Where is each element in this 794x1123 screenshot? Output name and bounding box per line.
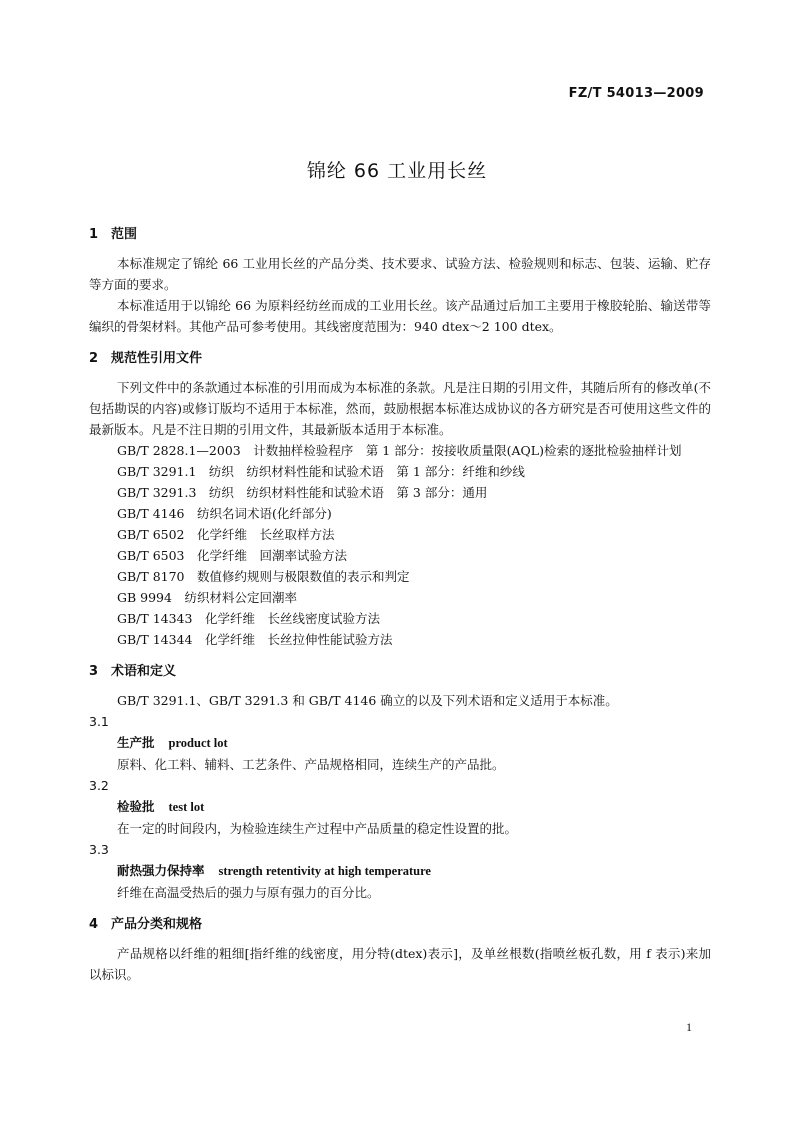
section-number: 1 [89,227,99,242]
reference-item: GB/T 3291.3 纺织 纺织材料性能和试验术语 第 3 部分：通用 [117,485,488,500]
paragraph: 下列文件中的条款通过本标准的引用而成为本标准的条款。凡是注日期的引用文件，其随后所有的修改单(不包括勘误的内容)或修订版均不适用于本标准，然而，鼓励根据本标准达成协议的各方研究是否可使用这些文件的最新版本。凡是不注日期的引用文件，其最新版本适用于本标准。 [89,380,711,437]
reference-item: GB/T 6502 化学纤维 长丝取样方法 [117,527,335,542]
paragraph: 产品规格以纤维的粗细[指纤维的线密度，用分特(dtex)表示]，及单丝根数(指喷丝板孔数，用 f 表示)来加以标识。 [89,946,711,982]
term-entry [89,796,711,818]
section-title: 规范性引用文件 [111,351,203,366]
reference-item: GB/T 3291.1 纺织 纺织材料性能和试验术语 第 1 部分：纤维和纱线 [117,464,525,479]
reference-item: GB/T 2828.1—2003 计数抽样检验程序 第 1 部分：按接收质量限(AQL)检索的逐批检验抽样计划 [117,443,682,458]
document-body [89,224,711,985]
section-title: 术语和定义 [111,664,177,679]
section-number: 2 [89,351,99,366]
reference-item: GB/T 14344 化学纤维 长丝拉伸性能试验方法 [117,632,393,647]
term-english: product lot [168,736,228,750]
standard-code: FZ/T 54013—2009 [568,86,704,101]
section-heading-classification [89,914,711,935]
term-english: test lot [168,800,205,814]
reference-item: GB/T 14343 化学纤维 长丝线密度试验方法 [117,611,380,626]
term-definition: 纤维在高温受热后的强力与原有强力的百分比。 [117,885,380,900]
section-number: 4 [89,917,99,932]
term-chinese: 生产批 [117,735,155,750]
reference-item: GB/T 4146 纺织名词术语(化纤部分) [117,506,332,521]
term-number: 3.2 [89,778,109,793]
document-title: 锦纶 66 工业用长丝 [306,160,488,182]
section-heading-normative-references [89,348,711,369]
paragraph: 本标准适用于以锦纶 66 为原料经纺丝而成的工业用长丝。该产品通过后加工主要用于橡胶轮胎、输送带等编织的骨架材料。其他产品可参考使用。其线密度范围为：940 dtex～2 100 dtex。 [89,298,711,334]
term-number: 3.1 [89,714,109,729]
term-english: strength retentivity at high temperature [218,864,431,878]
reference-item: GB 9994 纺织材料公定回潮率 [117,590,297,605]
term-definition: 原料、化工料、辅料、工艺条件、产品规格相同，连续生产的产品批。 [117,757,505,772]
term-chinese: 耐热强力保持率 [117,863,205,878]
section-heading-scope [89,224,711,245]
reference-item: GB/T 8170 数值修约规则与极限数值的表示和判定 [117,569,410,584]
term-entry [89,732,711,754]
page-number: 1 [686,1020,692,1034]
paragraph: GB/T 3291.1、GB/T 3291.3 和 GB/T 4146 确立的以及下列术语和定义适用于本标准。 [117,693,618,708]
term-definition: 在一定的时间段内，为检验连续生产过程中产品质量的稳定性设置的批。 [117,821,518,836]
section-number: 3 [89,664,99,679]
term-number: 3.3 [89,842,109,857]
paragraph: 本标准规定了锦纶 66 工业用长丝的产品分类、技术要求、试验方法、检验规则和标志、包装、运输、贮存等方面的要求。 [89,256,711,292]
term-chinese: 检验批 [117,799,155,814]
reference-item: GB/T 6503 化学纤维 回潮率试验方法 [117,548,348,563]
section-title: 产品分类和规格 [111,917,203,932]
section-title: 范围 [111,227,138,242]
section-heading-terms-definitions [89,661,711,682]
term-entry [89,860,711,882]
